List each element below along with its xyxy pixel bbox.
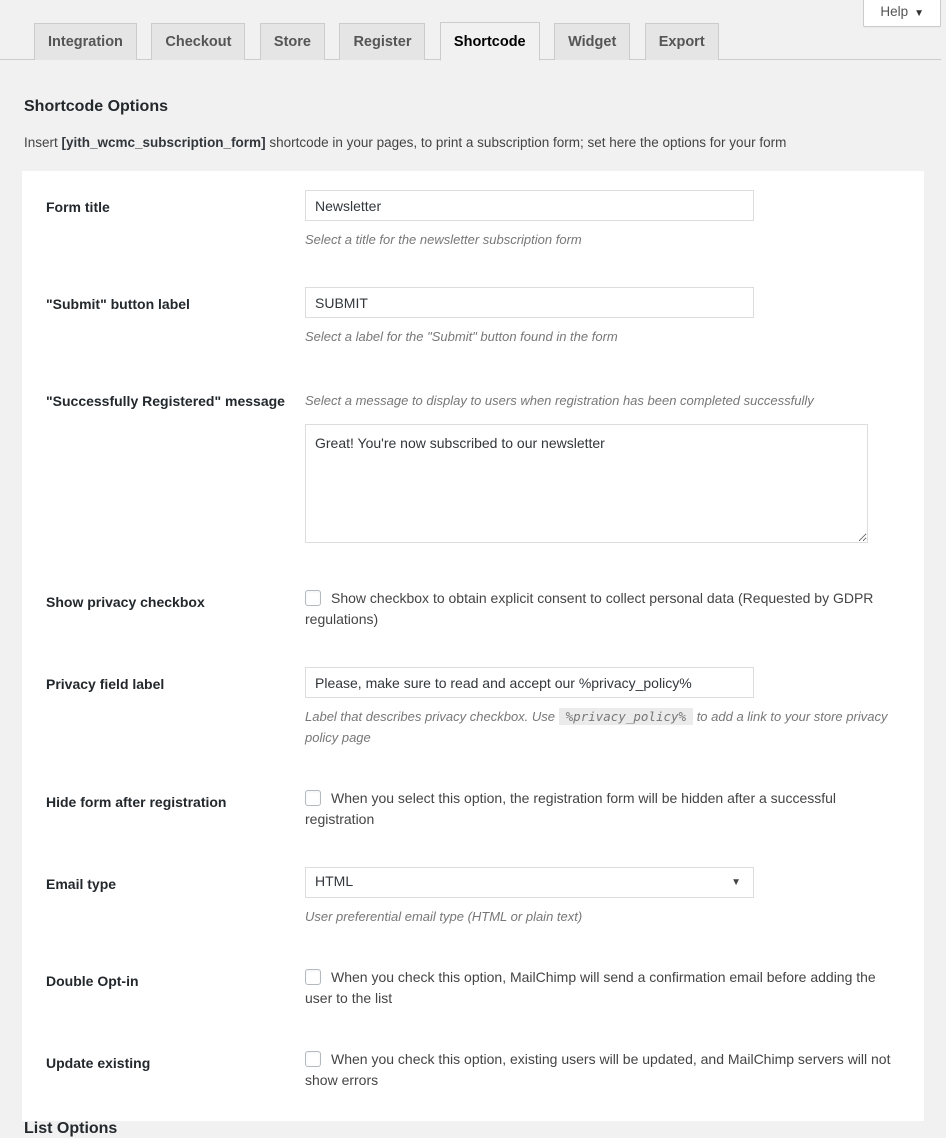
double-optin-checkbox-option[interactable] — [305, 964, 900, 1009]
checkbox-description: When you check this option, existing users will be updated, and MailChimp servers will not show errors — [305, 1050, 891, 1088]
field-hint: User preferential email type (HTML or plain text) — [305, 908, 583, 924]
form-row-privacy-label — [46, 667, 900, 747]
tab-checkout[interactable]: Checkout — [151, 23, 245, 60]
tab-shortcode[interactable]: Shortcode — [440, 22, 540, 61]
shortcode-options-panel — [22, 171, 924, 1121]
tab-register[interactable]: Register — [339, 23, 425, 60]
submit-button-label-input[interactable] — [305, 287, 754, 318]
description-suffix: shortcode in your pages, to print a subscription form; set here the options for your form — [265, 135, 787, 150]
privacy-policy-placeholder-code: %privacy_policy% — [559, 708, 693, 725]
checkbox-description: Show checkbox to obtain explicit consent to collect personal data (Requested by GDPR regulations) — [305, 590, 874, 628]
show-privacy-checkbox[interactable] — [305, 590, 321, 606]
field-label: Hide form after registration — [46, 793, 227, 810]
registered-message-textarea[interactable] — [305, 424, 868, 543]
hide-form-checkbox-option[interactable] — [305, 785, 900, 830]
select-dropdown-arrow-icon: ▼ — [731, 876, 741, 888]
form-row-email-type — [46, 867, 900, 927]
field-hint: Select a message to display to users when registration has been completed successfully — [305, 393, 814, 409]
chevron-down-icon: ▼ — [914, 8, 924, 19]
form-row-registered-message — [46, 384, 900, 548]
tab-store[interactable]: Store — [260, 23, 325, 60]
field-label: Double Opt-in — [46, 972, 139, 989]
form-title-input[interactable] — [305, 190, 754, 221]
form-row-show-privacy — [46, 585, 900, 630]
shortcode-name: [yith_wcmc_subscription_form] — [61, 135, 266, 150]
page-title: Shortcode Options — [24, 98, 168, 115]
field-label: Privacy field label — [46, 676, 165, 693]
hide-form-checkbox[interactable] — [305, 790, 321, 806]
field-label: "Submit" button label — [46, 296, 190, 313]
form-row-submit-label — [46, 287, 900, 347]
page-description — [24, 135, 922, 150]
field-label: Form title — [46, 199, 110, 215]
field-label: Show privacy checkbox — [46, 594, 205, 611]
checkbox-description: When you select this option, the registration form will be hidden after a successful registration — [305, 789, 837, 827]
update-existing-checkbox[interactable] — [305, 1051, 321, 1067]
tab-bar — [0, 0, 941, 60]
show-privacy-checkbox-option[interactable] — [305, 585, 900, 630]
help-button-label: Help — [880, 4, 909, 19]
next-section-title: List Options — [24, 1120, 118, 1137]
field-label: Email type — [46, 875, 117, 892]
field-hint — [305, 707, 900, 747]
checkbox-description: When you check this option, MailChimp will send a confirmation email before adding the user to the list — [305, 968, 876, 1006]
field-label: Update existing — [46, 1054, 151, 1071]
form-row-hide-form — [46, 785, 900, 830]
privacy-field-label-input[interactable] — [305, 667, 754, 698]
double-optin-checkbox[interactable] — [305, 969, 321, 985]
field-label: "Successfully Registered" message — [46, 393, 285, 410]
field-hint: Select a label for the "Submit" button found in the form — [305, 329, 618, 345]
email-type-selected-value: HTML — [315, 872, 354, 889]
tab-widget[interactable]: Widget — [554, 23, 630, 60]
form-row-update-existing — [46, 1046, 900, 1091]
form-row-double-optin — [46, 964, 900, 1009]
hint-text-after: to add a link to your store privacy policy page — [305, 709, 888, 745]
update-existing-checkbox-option[interactable] — [305, 1046, 900, 1091]
help-button[interactable] — [863, 0, 941, 27]
field-hint: Select a title for the newsletter subscription form — [305, 232, 582, 247]
tab-export[interactable]: Export — [645, 23, 719, 60]
email-type-select[interactable] — [305, 867, 754, 898]
description-prefix: Insert — [24, 135, 62, 150]
form-row-form-title — [46, 190, 900, 250]
tab-integration[interactable]: Integration — [34, 23, 137, 60]
hint-text-before: Label that describes privacy checkbox. Use — [305, 709, 559, 725]
